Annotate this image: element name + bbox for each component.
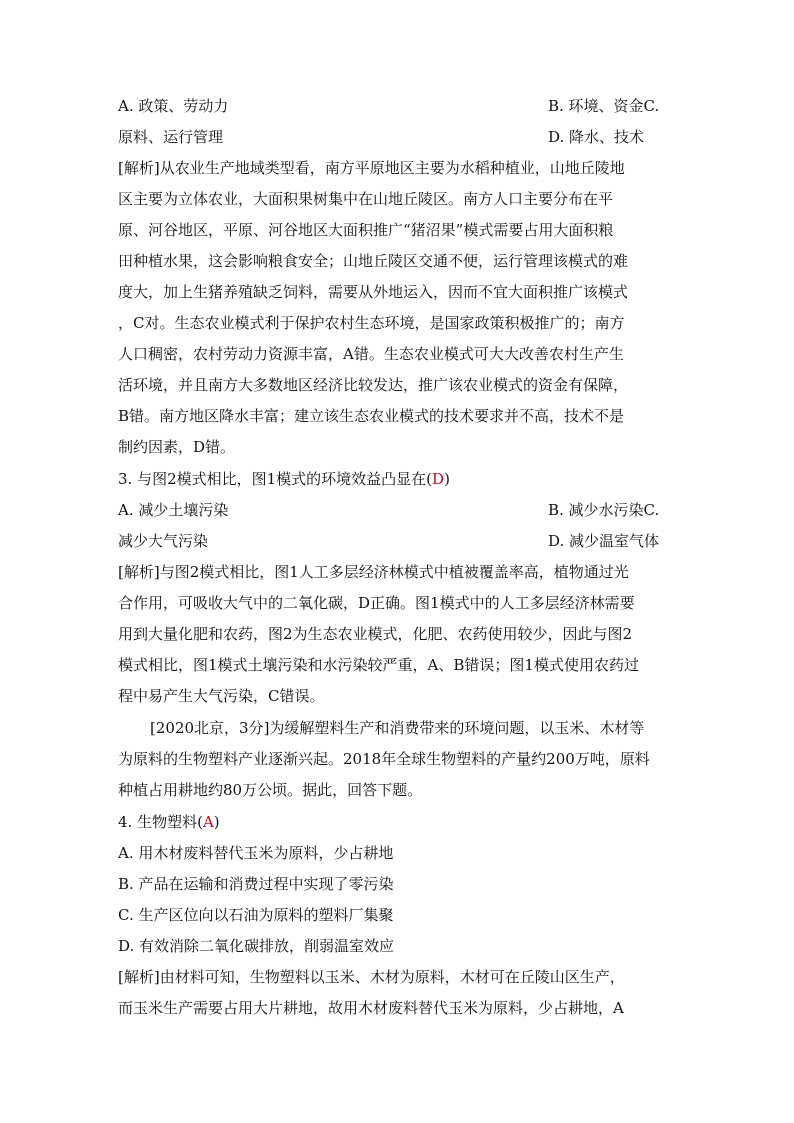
q3-analysis-line: 模式相比，图1模式土壤污染和水污染较严重，A、B错误；图1模式使用农药过 — [118, 656, 639, 674]
q4-option-c: C. 生产区位向以石油为原料的塑料厂集聚 — [118, 906, 394, 924]
q4-option-b: B. 产品在运输和消费过程中实现了零污染 — [118, 875, 394, 893]
q3-option-c-continued: 减少大气污染 — [118, 532, 209, 550]
q3-analysis-line: [解析]与图2模式相比，图1人工多层经济林模式中植被覆盖率高，植物通过光 — [118, 563, 629, 581]
q2-option-d: D. 降水、技术 — [548, 128, 645, 146]
q3-stem — [118, 468, 678, 490]
q2-analysis-line: B错。南方地区降水丰富；建立该生态农业模式的技术要求并不高，技术不是 — [118, 407, 625, 425]
q2-option-c-continued: 原料、运行管理 — [118, 128, 224, 146]
q4-stem-text: 4. 生物塑料( — [118, 813, 203, 831]
q3-option-d: D. 减少温室气体 — [548, 532, 660, 550]
q3-analysis-line: 用到大量化肥和农药，图2为生态农业模式，化肥、农药使用较少，因此与图2 — [118, 625, 633, 643]
q4-option-a: A. 用木材废料替代玉米为原料，少占耕地 — [118, 844, 394, 862]
q4-option-d: D. 有效消除二氧化碳排放，削弱温室效应 — [118, 937, 395, 955]
q3-stem-text: 3. 与图2模式相比，图1模式的环境效益凸显在( — [118, 470, 433, 488]
q2-analysis-line: ，C对。生态农业模式利于保护农村生态环境，是国家政策积极推广的；南方 — [118, 314, 625, 332]
material-line: 为原料的生物塑料产业逐渐兴起。2018年全球生物塑料的产量约200万吨，原料 — [118, 750, 650, 768]
q2-analysis-line: [解析]从农业生产地域类型看，南方平原地区主要为水稻种植业，山地丘陵地 — [118, 159, 625, 177]
q3-stem-close: ) — [444, 470, 450, 488]
q3-analysis-line: 合作用，可吸收大气中的二氧化碳，D正确。图1模式中的人工多层经济林需要 — [118, 594, 635, 612]
q2-analysis-line: 原、河谷地区，平原、河谷地区大面积推广“猪沼果”模式需要占用大面积粮 — [118, 221, 614, 239]
q2-analysis-line: 区主要为立体农业，大面积果树集中在山地丘陵区。南方人口主要分布在平 — [118, 190, 614, 208]
q3-option-a: A. 减少土壤污染 — [118, 501, 229, 519]
q4-analysis-line: [解析]由材料可知，生物塑料以玉米、木材为原料，木材可在丘陵山区生产， — [118, 968, 625, 986]
q4-analysis-line: 而玉米生产需要占用大片耕地，故用木材废料替代玉米为原料，少占耕地，A — [118, 999, 624, 1017]
q2-option-b-c: B. 环境、资金C. — [548, 97, 660, 115]
q2-analysis-line: 制约因素，D错。 — [118, 438, 236, 456]
material-line: 种植占用耕地约80万公顷。据此，回答下题。 — [118, 781, 423, 799]
q3-analysis-line: 程中易产生大气污染，C错误。 — [118, 687, 325, 705]
q2-analysis-line: 度大，加上生猪养殖缺乏饲料，需要从外地运入，因而不宜大面积推广该模式 — [118, 283, 629, 301]
q3-answer: D — [432, 470, 445, 488]
q2-analysis-line: 活环境，并且南方大多数地区经济比较发达，推广该农业模式的资金有保障， — [118, 376, 629, 394]
q2-analysis-line: 田种植水果，这会影响粮食安全；山地丘陵区交通不便，运行管理该模式的难 — [118, 252, 629, 270]
q4-stem — [118, 811, 678, 833]
material-line: [2020北京，3分]为缓解塑料生产和消费带来的环境问题，以玉米、木材等 — [150, 719, 645, 737]
q4-stem-close: ) — [213, 813, 220, 831]
q4-answer: A — [202, 813, 214, 831]
q2-analysis-line: 人口稠密，农村劳动力资源丰富，A错。生态农业模式可大大改善农村生产生 — [118, 345, 624, 363]
q3-option-b-c: B. 减少水污染C. — [548, 501, 660, 519]
q2-option-a: A. 政策、劳动力 — [118, 97, 229, 115]
